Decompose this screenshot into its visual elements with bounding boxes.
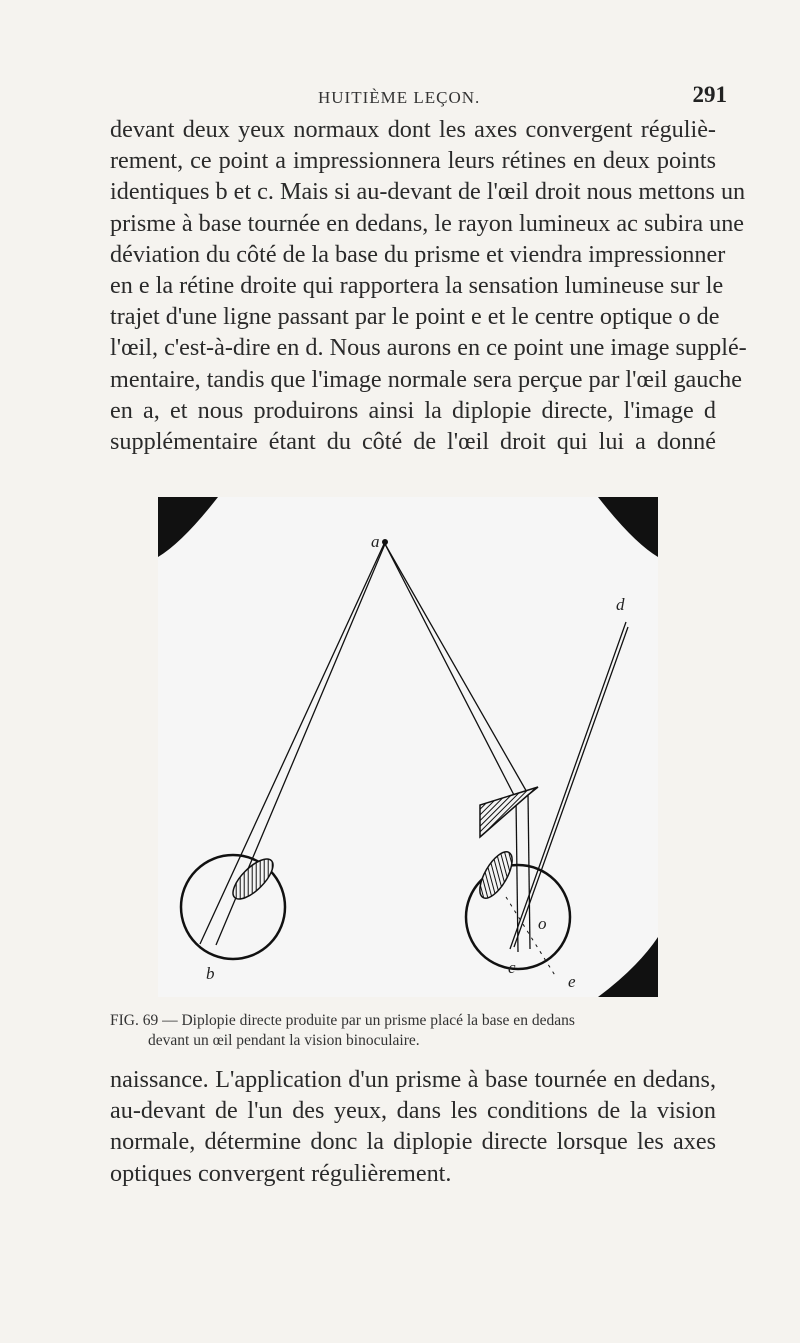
text-line: naissance. L'application d'un prisme à base tournée en dedans, bbox=[110, 1066, 716, 1093]
text-line: trajet d'une ligne passant par le point e et le centre optique o de bbox=[110, 303, 720, 331]
page-header bbox=[0, 82, 800, 116]
paragraph-bottom bbox=[110, 1064, 716, 1189]
label-c: c bbox=[508, 958, 516, 977]
label-b: b bbox=[206, 964, 215, 983]
label-d: d bbox=[616, 595, 625, 614]
figure-caption bbox=[110, 1011, 716, 1051]
text-line: devant deux yeux normaux dont les axes convergent réguliè- bbox=[110, 116, 716, 143]
text-line: optiques convergent régulièrement. bbox=[110, 1159, 452, 1187]
label-o: o bbox=[538, 914, 547, 933]
text-line: rement, ce point a impressionnera leurs rétines en deux points bbox=[110, 147, 716, 175]
text-line: mentaire, tandis que l'image normale sera perçue par l'œil gauche bbox=[110, 365, 742, 393]
text-line: normale, détermine donc la diplopie directe lorsque les axes bbox=[110, 1128, 716, 1156]
diplopia-figure bbox=[158, 497, 658, 997]
text-line: en a, et nous produirons ainsi la diplopie directe, l'image d bbox=[110, 396, 716, 424]
text-line: au-devant de l'un des yeux, dans les conditions de la vision bbox=[110, 1097, 716, 1125]
running-head: HUITIÈME LEÇON. bbox=[318, 88, 481, 107]
figure-panel bbox=[158, 497, 658, 997]
text-line: identiques b et c. Mais si au-devant de l'œil droit nous mettons un bbox=[110, 178, 746, 206]
caption-line: FIG. 69 — Diplopie directe produite par un prisme placé la base en dedans bbox=[110, 1012, 575, 1029]
text-line: déviation du côté de la base du prisme et viendra impressionner bbox=[110, 240, 726, 268]
text-line: l'œil, c'est-à-dire en d. Nous aurons en ce point une image supplé- bbox=[110, 334, 747, 362]
caption-line: devant un œil pendant la vision binoculaire. bbox=[148, 1032, 420, 1049]
label-a: a bbox=[371, 532, 380, 551]
label-e: e bbox=[568, 972, 576, 991]
diplopia-diagram bbox=[158, 497, 658, 997]
paragraph-top bbox=[110, 114, 747, 457]
text-line: en e la rétine droite qui rapportera la sensation lumineuse sur le bbox=[110, 272, 724, 300]
text-line: prisme à base tournée en dedans, le rayon lumineux ac subira une bbox=[110, 209, 745, 237]
page-number: 291 bbox=[692, 82, 727, 107]
text-line: supplémentaire étant du côté de l'œil droit qui lui a donné bbox=[110, 428, 716, 456]
point-a bbox=[382, 539, 388, 545]
